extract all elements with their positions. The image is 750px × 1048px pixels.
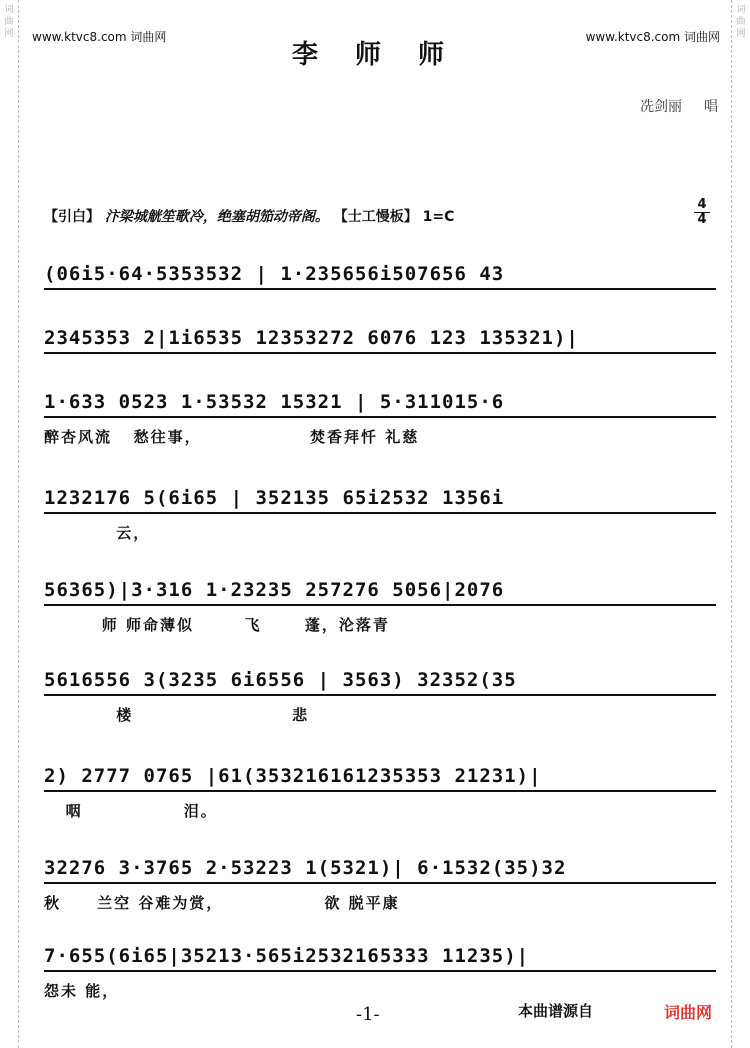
lyric-line: 师 师命薄似 飞 蓬，沦落青 [44, 616, 390, 634]
left-margin-strip [0, 0, 19, 1048]
time-signature-bottom: 4 [697, 212, 707, 227]
score-system [44, 262, 716, 298]
watermark-left: www.ktvc8.com 词曲网 [32, 30, 167, 44]
page-number: -1- [356, 1004, 380, 1025]
score-system [44, 668, 716, 725]
sung-label: 唱 [704, 99, 718, 115]
margin-watermark: 词 曲 网 [736, 5, 746, 39]
time-signature [694, 198, 710, 227]
margin-watermark: 词 曲 网 [4, 5, 14, 39]
notation-line: 2345353 2|1i6535 12353272 6076 123 135321)| [44, 326, 716, 354]
watermark-right: www.ktvc8.com 词曲网 [585, 30, 720, 44]
score-system [44, 856, 716, 913]
mode-label: 【士工慢板】 [333, 209, 418, 225]
notation-line: 32276 3·3765 2·53223 1(5321)| 6·1532(35)32 [44, 856, 716, 884]
lyric-line: 怨未 能， [44, 982, 120, 1000]
right-margin-strip [731, 0, 750, 1048]
notation-line: 7·655(6i65|35213·565i2532165333 11235)| [44, 944, 716, 972]
notation-line: 1·633 0523 1·53532 15321 | 5·311015·6 [44, 390, 716, 418]
singer-credit [640, 96, 718, 116]
score-system [44, 578, 716, 635]
intro-tag: 【引白】 [44, 209, 100, 225]
score-system [44, 764, 716, 821]
score-system [44, 390, 716, 447]
notation-line: 2) 2777 0765 |61(353216161235353 21231)| [44, 764, 716, 792]
lyric-line: 云， [44, 524, 151, 542]
key-signature: 1=C [422, 209, 455, 225]
notation-line: (06i5·64·5353532 | 1·235656i507656 43 [44, 262, 716, 290]
score-system [44, 486, 716, 543]
notation-line: 5616556 3(3235 6i6556 | 3563) 32352(35 [44, 668, 716, 696]
lyric-line: 醉杏风流 愁往事， 焚香拜忏 礼慈 [44, 428, 420, 446]
source-label: 本曲谱源自 [518, 1002, 594, 1020]
lyric-line: 秋 兰空 谷难为赏， 欲 脱平康 [44, 894, 400, 912]
score-system [44, 326, 716, 362]
intro-line [44, 206, 454, 226]
song-title: 李 师 师 [291, 40, 459, 70]
intro-text: 汴梁城觥笙歌冷，绝塞胡笳动帝阁。 [104, 209, 329, 225]
singer-name: 冼剑丽 [640, 99, 682, 115]
notation-line: 1232176 5(6i65 | 352135 65i2532 1356i [44, 486, 716, 514]
time-signature-top: 4 [694, 198, 710, 213]
brand-logo[interactable]: 词曲网 [664, 1003, 713, 1022]
lyric-line: 咽 泪。 [44, 802, 218, 820]
notation-line: 56365)|3·316 1·23235 257276 5056|2076 [44, 578, 716, 606]
score-system [44, 944, 716, 1001]
lyric-line: 楼 悲 [44, 706, 310, 724]
